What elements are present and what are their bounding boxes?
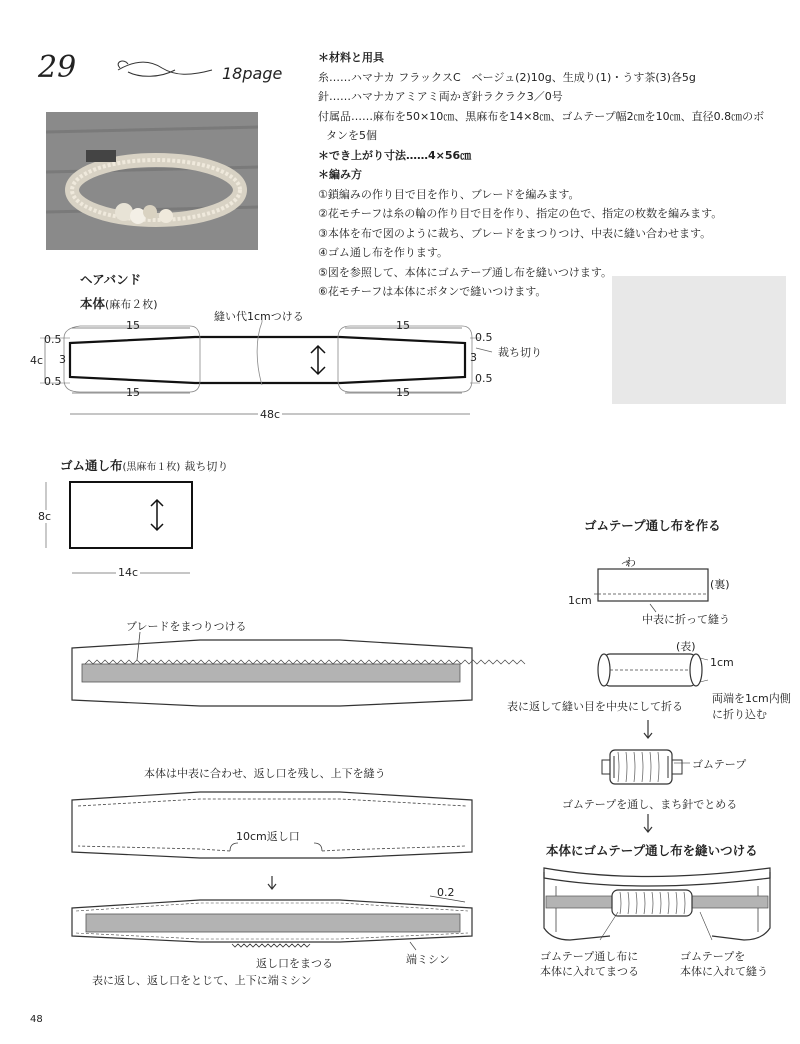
materials-title: ＊材料と用具 — [318, 51, 384, 64]
cut-edge-note: 裁ち切り — [498, 346, 542, 359]
body-note: (麻布２枚) — [105, 298, 158, 311]
dim-05-bottom-right: 0.5 — [475, 372, 493, 385]
dim-15-top-left: 15 — [126, 319, 140, 332]
accessories-spec: 付属品……麻布を50×10㎝、黒麻布を14×8㎝、ゴムテープ幅2㎝を10㎝、直径0.8㎝のボ — [318, 109, 765, 123]
dim-14c: 14c — [118, 566, 139, 579]
accessories-spec-cont: タンを5個 — [326, 129, 377, 142]
elastic-tape-label: ゴムテープ — [692, 758, 747, 771]
pin-instruction: ゴムテープを通し、まち針でとめる — [562, 798, 738, 811]
attach-title: 本体にゴムテープ通し布を縫いつける — [546, 843, 758, 858]
page-reference: 18page — [222, 64, 283, 83]
step-4: ④ゴム通し布を作ります。 — [318, 246, 448, 259]
ends-fold-label-2: に折り込む — [712, 708, 767, 721]
pattern-number: 29 — [38, 50, 77, 85]
braid-instruction: ブレードをまつりつける — [126, 620, 247, 633]
right-side-label: (表) — [676, 640, 696, 653]
page-number: 48 — [30, 1014, 43, 1025]
yarn-spec: 糸……ハマナカ フラックスC ベージュ(2)10g、生成り(1)・うす茶(3)各5g — [318, 70, 696, 84]
ends-fold-label-1: 両端を1cm内側 — [712, 692, 791, 705]
step-2: ②花モチーフは糸の輪の作り目で目を作り、指定の色で、指定の枚数を編みます。 — [318, 207, 723, 220]
wrong-side-label: (裏) — [710, 578, 730, 591]
dim-15-top-right: 15 — [396, 319, 410, 332]
dim-05-bottom-left: 0.5 — [44, 375, 62, 388]
dim-4c: 4c — [30, 354, 44, 367]
elastic-cloth-cut: 裁ち切り — [184, 460, 229, 473]
dim-15-bottom-left: 15 — [126, 386, 140, 399]
attach-left-label-2: 本体に入れてまつる — [540, 965, 639, 978]
seam-1cm-label: 1cm — [568, 594, 592, 607]
fold-wa-label: わ — [625, 556, 636, 569]
gap-label: 0.2 — [437, 886, 455, 899]
turn-fold-label: 表に返して縫い目を中央にして折る — [507, 700, 683, 713]
step-3: ③本体を布で図のように裁ち、ブレードをまつりつけ、中表に縫い合わせます。 — [318, 226, 712, 240]
step-5: ⑤図を参照して、本体にゴムテープ通し布を縫いつけます。 — [318, 265, 612, 279]
opening-label: 10cm返し口 — [236, 830, 300, 843]
dim-48c: 48c — [260, 408, 281, 421]
body-label-text: 本体 — [80, 296, 106, 311]
seam-allowance-note: 縫い代1cmつける — [214, 310, 304, 323]
step-6: ⑥花モチーフは本体にボタンで縫いつけます。 — [318, 285, 547, 298]
step-1: ①鎖編みの作り目で目を作り、ブレードを編みます。 — [318, 187, 580, 201]
dim-8c: 8c — [38, 510, 52, 523]
dim-3-left: 3 — [59, 353, 66, 366]
finished-size: ＊でき上がり寸法……4×56㎝ — [318, 148, 472, 162]
fold-sew-label: 中表に折って縫う — [642, 613, 730, 626]
needle-spec: 針……ハマナカアミアミ両かぎ針ラクラク3／0号 — [318, 90, 563, 103]
attach-left-label-1: ゴムテープ通し布に — [540, 950, 639, 963]
close-opening-label: 返し口をまつる — [256, 957, 333, 970]
dim-15-bottom-right: 15 — [396, 386, 410, 399]
dim-05-top-right: 0.5 — [475, 331, 493, 344]
attach-right-label-2: 本体に入れて縫う — [680, 965, 768, 978]
fold-1cm-label: 1cm — [710, 656, 734, 669]
attach-right-label-1: ゴムテープを — [680, 950, 746, 963]
headband-title: ヘアバンド — [80, 272, 142, 287]
sew-instruction: 本体は中表に合わせ、返し口を残し、上下を縫う — [144, 767, 386, 780]
finish-instruction: 表に返し、返し口をとじて、上下に端ミシン — [92, 974, 312, 987]
dim-3-right: 3 — [470, 351, 477, 364]
elastic-cloth-note: (黒麻布１枚) — [122, 462, 181, 473]
elastic-cloth-label: ゴム通し布 — [60, 458, 123, 473]
howto-title: ＊編み方 — [318, 168, 362, 181]
make-elastic-title: ゴムテープ通し布を作る — [584, 518, 721, 533]
edge-stitch-label: 端ミシン — [406, 953, 450, 966]
dim-05-top-left: 0.5 — [44, 333, 62, 346]
